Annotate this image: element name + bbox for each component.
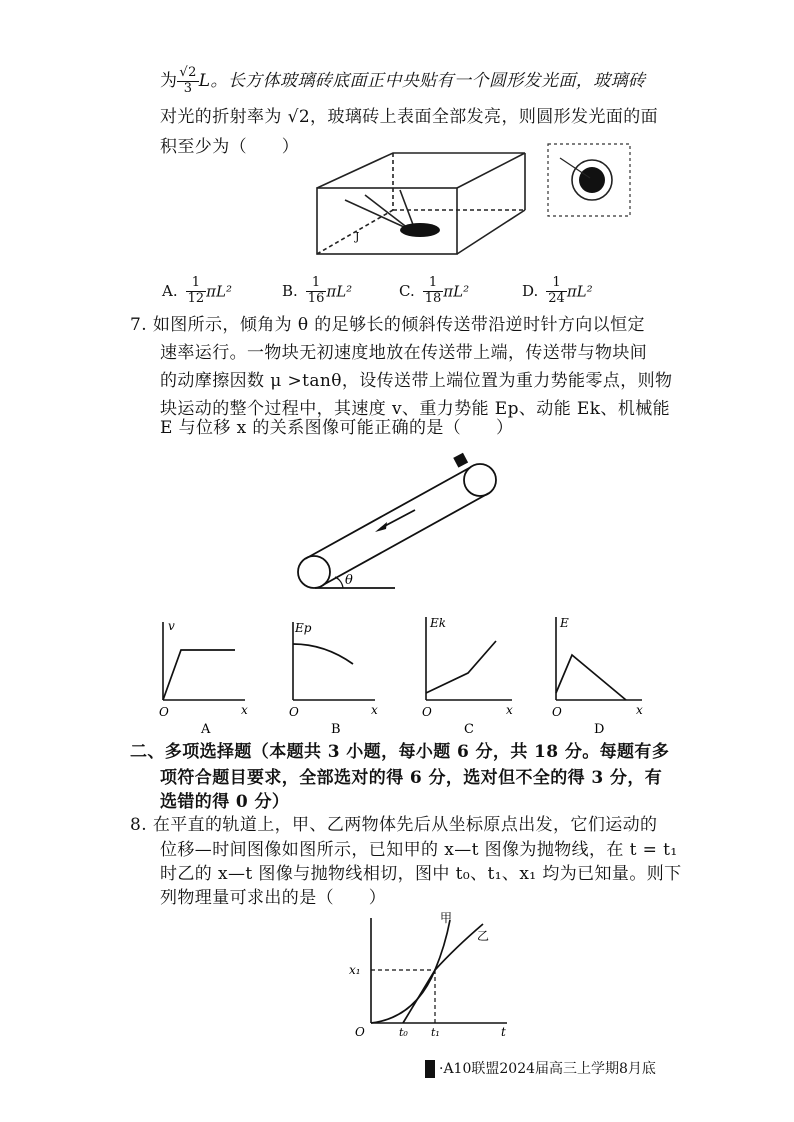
svg-text:t: t [501, 1025, 506, 1039]
q8-line-4: 列物理量可求出的是（ ） [160, 888, 387, 908]
option-a[interactable]: A. $\frac{1}{12}$ πL² [162, 275, 232, 306]
graph-b [275, 618, 385, 738]
graph-caption-a: A [201, 722, 211, 737]
section2-line-3: 选错的得 0 分） [160, 792, 290, 812]
svg-text:t₀: t₀ [399, 1026, 408, 1039]
pen-icon [425, 1060, 435, 1078]
fraction: $\frac{√2}{3}$ [179, 65, 197, 96]
svg-text:O: O [289, 705, 299, 719]
graph-d [538, 613, 653, 738]
svg-text:x: x [636, 703, 643, 717]
q7-line-1: 7. 如图所示，倾角为 θ 的足够长的倾斜传送带沿逆时针方向以恒定 [130, 315, 645, 335]
curve-yi [403, 924, 483, 1023]
section2-line-1: 二、多项选择题（本题共 3 小题，每小题 6 分，共 18 分。每题有多 [130, 742, 670, 762]
graph-caption-d: D [594, 722, 605, 737]
svg-text:甲: 甲 [440, 911, 453, 925]
curve-jia [371, 920, 450, 1023]
option-b[interactable]: B. $\frac{1}{16}$ πL² [282, 275, 353, 306]
q6-line-2: 对光的折射率为 √2，玻璃砖上表面全部发亮，则圆形发光面的面 [160, 107, 659, 127]
conveyor-belt-figure [285, 450, 515, 590]
q8-line-2: 位移—时间图像如图所示，已知甲的 x—t 图像为抛物线，在 t = t₁ [160, 840, 678, 860]
q6-line-3: 积至少为（ ） [160, 137, 300, 157]
svg-text:乙: 乙 [477, 929, 490, 943]
side-sketch-figure [540, 138, 640, 223]
section2-line-2: 项符合题目要求，全部选对的得 6 分，选对但不全的得 3 分，有 [160, 768, 663, 788]
svg-text:O: O [159, 705, 169, 719]
xt-graph [335, 908, 515, 1043]
option-d[interactable]: D. $\frac{1}{24}$ πL² [522, 275, 593, 306]
svg-text:x: x [506, 703, 513, 717]
graph-caption-b: B [331, 722, 341, 737]
svg-text:O: O [355, 1025, 365, 1039]
svg-text:Ep: Ep [295, 621, 312, 635]
q7-line-2: 速率运行。一物块无初速度地放在传送带上端，传送带与物块间 [160, 343, 648, 363]
svg-text:t₁: t₁ [431, 1026, 440, 1039]
svg-text:Ek: Ek [430, 616, 447, 630]
svg-text:x: x [241, 703, 248, 717]
q8-line-1: 8. 在平直的轨道上，甲、乙两物体先后从坐标原点出发，它们运动的 [130, 815, 658, 835]
q7-line-4: 块运动的整个过程中，其速度 v、重力势能 Ep、动能 Ek、机械能 [160, 399, 671, 419]
graph-caption-c: C [464, 722, 474, 737]
q6-line-1: 为 $\frac{√2}{3}$ L。长方体玻璃砖底面正中央贴有一个圆形发光面，玻璃砖 [160, 65, 646, 96]
q7-line-3: 的动摩擦因数 μ >tanθ，设传送带上端位置为重力势能零点，则物 [160, 371, 673, 391]
svg-text:E: E [560, 616, 569, 630]
glass-brick-figure [305, 150, 535, 260]
svg-text:O: O [552, 705, 562, 719]
theta-label: θ [345, 573, 353, 588]
q7-line-5: E 与位移 x 的关系图像可能正确的是（ ） [160, 418, 514, 438]
svg-text:v: v [168, 619, 175, 633]
graph-a [145, 618, 255, 738]
graph-c [408, 613, 523, 738]
svg-text:J: J [355, 230, 360, 243]
svg-text:x₁: x₁ [349, 963, 361, 977]
q8-line-3: 时乙的 x—t 图像与抛物线相切，图中 t₀、t₁、x₁ 均为已知量。则下 [160, 864, 682, 884]
svg-text:O: O [422, 705, 432, 719]
footer-source: ·A10联盟2024届高三上学期8月底 [425, 1058, 656, 1078]
option-c[interactable]: C. $\frac{1}{18}$ πL² [399, 275, 470, 306]
svg-text:x: x [371, 703, 378, 717]
